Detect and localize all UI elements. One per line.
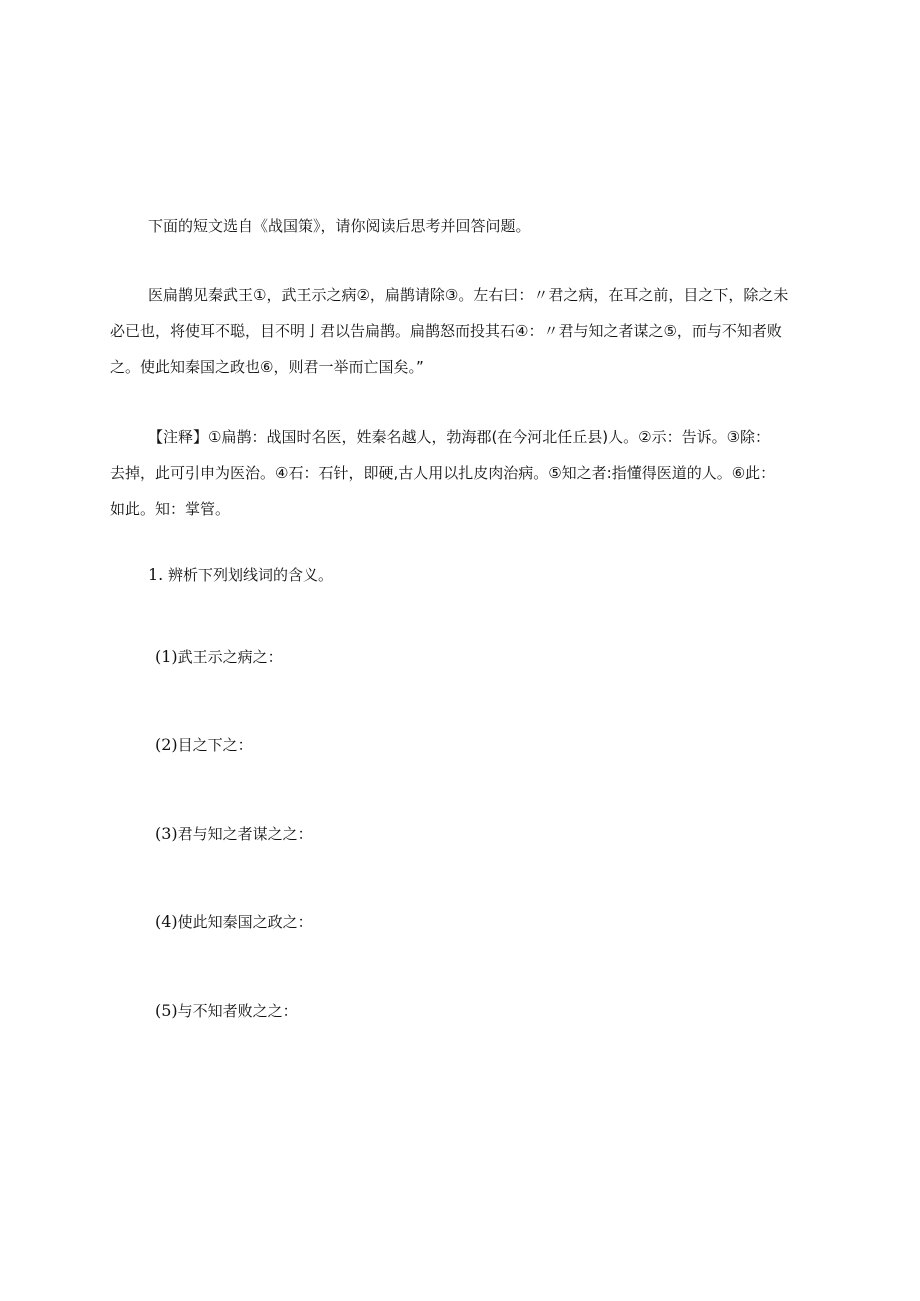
question-item-2 (155, 735, 253, 755)
question-item-text: 与不知者败之之： (177, 1002, 298, 1020)
notes-line-3: 如此。知：掌管。 (110, 500, 231, 518)
question-item-5 (155, 1001, 298, 1021)
question-item-text: 使此知秦国之政之： (177, 913, 313, 931)
question-title-text: 辨析下列划线词的含义。 (168, 566, 334, 584)
intro-text: 下面的短文选自《战国策》，请你阅读后思考并回答问题。 (148, 217, 531, 235)
question-number: 1. (148, 565, 164, 584)
question-item-number: (5) (155, 1001, 178, 1020)
passage-line-2: 必已也，将使耳不聪，目不明亅君以告扁鹊。扁鹊怒而投其石④：〃君与知之者谋之⑤，而与不知者败 (110, 322, 782, 340)
question-item-number: (1) (155, 647, 178, 666)
question-title (148, 565, 333, 585)
question-item-text: 目之下之： (177, 736, 253, 754)
question-item-number: (3) (155, 824, 178, 843)
notes-line-1: 【注释】①扁鹊：战国时名医，姓秦名越人，勃海郡(在今河北任丘县)人。②示：告诉。③除： (148, 428, 771, 446)
question-item-4 (155, 912, 313, 932)
passage-line-1: 医扁鹊见秦武王①，武王示之病②，扁鹊请除③。左右曰：〃君之病，在耳之前，目之下，除之未 (148, 286, 789, 304)
question-item-text: 武王示之病之： (177, 648, 283, 666)
passage-line-3: 之。使此知秦国之政也⑥，则君一举而亡国矣。” (110, 358, 424, 376)
question-item-number: (2) (155, 735, 178, 754)
question-item-1 (155, 647, 283, 667)
question-item-number: (4) (155, 912, 178, 931)
question-item-3 (155, 824, 313, 844)
notes-line-2: 去掉，此可引申为医治。④石：石针，即硬,古人用以扎皮肉治病。⑤知之者:指懂得医道的人。⑥此： (110, 464, 776, 482)
question-item-text: 君与知之者谋之之： (177, 825, 313, 843)
